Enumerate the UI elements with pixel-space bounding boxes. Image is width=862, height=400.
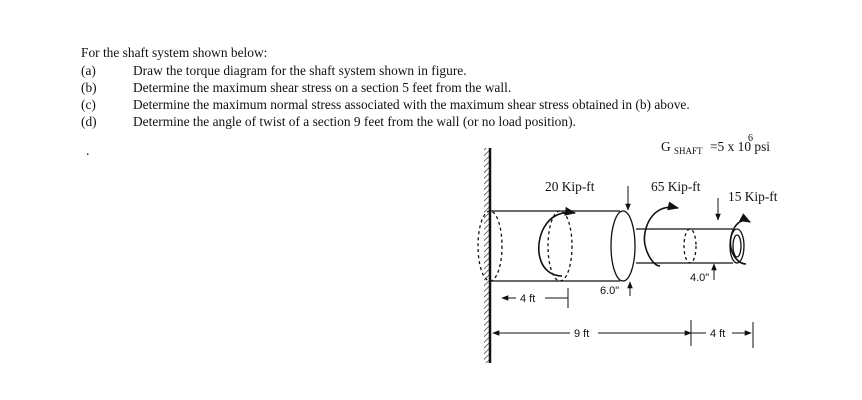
torque-65-arrow — [644, 207, 678, 266]
part-d-label: (d) — [81, 114, 97, 129]
fixed-wall — [484, 148, 490, 363]
small-shaft-section — [636, 229, 744, 263]
stray-dot: . — [86, 144, 90, 159]
dimension-label-9ft: 9 ft — [574, 328, 590, 340]
diameter-label-small: 4.0" — [690, 272, 710, 284]
part-d-text: Determine the angle of twist of a section 9 feet from the wall (or no load position). — [133, 114, 576, 129]
shear-modulus-symbol: G — [661, 139, 671, 154]
dimension-4ft-right — [691, 320, 753, 348]
diameter-label-large: 6.0" — [600, 285, 620, 297]
dimension-4ft-left — [502, 288, 568, 308]
problem-intro: For the shaft system shown below: — [81, 45, 268, 60]
part-a-text: Draw the torque diagram for the shaft system shown in figure. — [133, 63, 467, 78]
torque-label-65: 65 Kip-ft — [651, 179, 701, 194]
part-c-label: (c) — [81, 97, 96, 112]
section-line-65 — [684, 229, 696, 263]
shear-modulus-subscript: SHAFT — [674, 146, 703, 156]
part-a-label: (a) — [81, 63, 96, 78]
part-b-text: Determine the maximum shear stress on a section 5 feet from the wall. — [133, 80, 512, 95]
section-line-20 — [548, 211, 572, 281]
dimension-9ft — [493, 328, 691, 340]
part-b-label: (b) — [81, 80, 97, 95]
shear-modulus-equals: =5 x 10 — [710, 139, 752, 154]
part-c-text: Determine the maximum normal stress associated with the maximum shear stress obtained in (b) above. — [133, 97, 690, 112]
dimension-label-4ft-right: 4 ft — [710, 328, 726, 340]
torque-label-20: 20 Kip-ft — [545, 179, 595, 194]
dimension-label-4ft-left: 4 ft — [520, 293, 536, 305]
large-shaft-section — [478, 211, 635, 281]
torque-label-15: 15 Kip-ft — [728, 189, 778, 204]
shear-modulus-unit: psi — [754, 139, 771, 154]
shear-modulus-exponent: 6 — [748, 133, 753, 144]
shaft — [478, 211, 744, 281]
